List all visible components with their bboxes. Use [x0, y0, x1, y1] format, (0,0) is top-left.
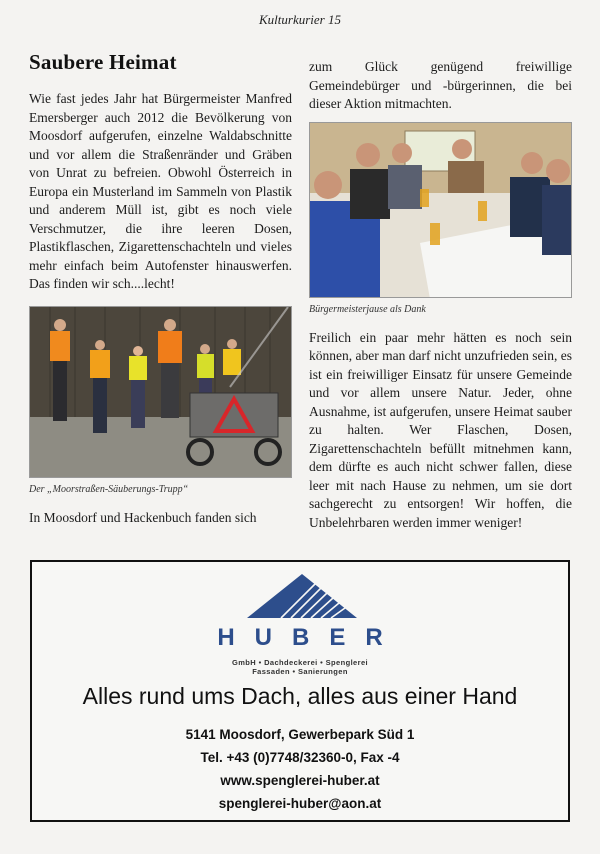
- ad-address: 5141 Moosdorf, Gewerbepark Süd 1: [185, 727, 415, 742]
- huber-brand-name: HUBER: [217, 624, 403, 651]
- huber-advertisement: [30, 560, 570, 822]
- cleanup-crew-photo: [29, 306, 292, 478]
- article-title: Saubere Heimat: [29, 50, 177, 74]
- mayor-snack-photo: [309, 122, 572, 298]
- huber-brand-tagline: [32, 658, 568, 676]
- ad-slogan: Alles rund ums Dach, alles aus einer Hand: [82, 683, 518, 709]
- magazine-header: Kulturkurier 15: [259, 12, 341, 27]
- ad-email-link[interactable]: spenglerei-huber@aon.at: [218, 796, 382, 811]
- left-column: [29, 50, 292, 527]
- huber-brand-tagline-2: Fassaden • Sanierungen: [252, 667, 348, 676]
- article-paragraph-3: zum Glück genügend freiwillige Gemeindebürger und -bürgerinnen, die bei dieser Aktion mitmachten.: [309, 59, 572, 111]
- article-paragraph-2: In Moosdorf und Hackenbuch fanden sich: [29, 509, 257, 525]
- article-paragraph-4: Freilich ein paar mehr hätten es noch sein können, aber man darf nicht unzufrieden sein, es ist ein freiwilliger Einsatz für unsere Gemeinde und vor allem unsere Natur. Jeder, ohne Ausnahme, ist aufgerufen, unsere Heimat sauber zu halten. Wer Flaschen, Dosen, Zigarettenschachteln befüllt mitnehmen kann, dem dürfte es auch nicht schwer fallen, diese leer mit nach Hause zu nehmen, um sie dort sachgerecht zu entsorgen! Wir hoffen, die Unbelehrbaren werden immer weniger!: [309, 329, 572, 530]
- huber-brand-tagline-1: GmbH • Dachdeckerei • Spenglerei: [231, 658, 368, 667]
- right-column: [309, 58, 572, 532]
- ad-phone: Tel. +43 (0)7748/32360-0, Fax -4: [200, 750, 400, 765]
- article-paragraph-1: Wie fast jedes Jahr hat Bürgermeister Manfred Emersberger auch 2012 die Bevölkerung von Moosdorf aufgerufen, einzelne Waldabschnitte und vor allem die Straßenränder und Gräben von Unrat zu befreien. Obwohl Österreich in Europa ein Musterland im Sammeln von Plastik und anderem Müll ist, gibt es noch viele Verschmutzer, die ihre leeren Dosen, Plastikflaschen, Zigarettenschachteln und vieles mehr einfach beim Autofenster hinauswerfen. Das finden wir sch....lecht!: [29, 91, 292, 291]
- huber-roof-logo: [237, 570, 367, 620]
- cleanup-crew-caption: Der „Moorstraßen-Säuberungs-Trupp“: [29, 483, 189, 495]
- mayor-snack-caption: Bürgermeisterjause als Dank: [309, 303, 426, 315]
- ad-website-link[interactable]: www.spenglerei-huber.at: [220, 773, 380, 788]
